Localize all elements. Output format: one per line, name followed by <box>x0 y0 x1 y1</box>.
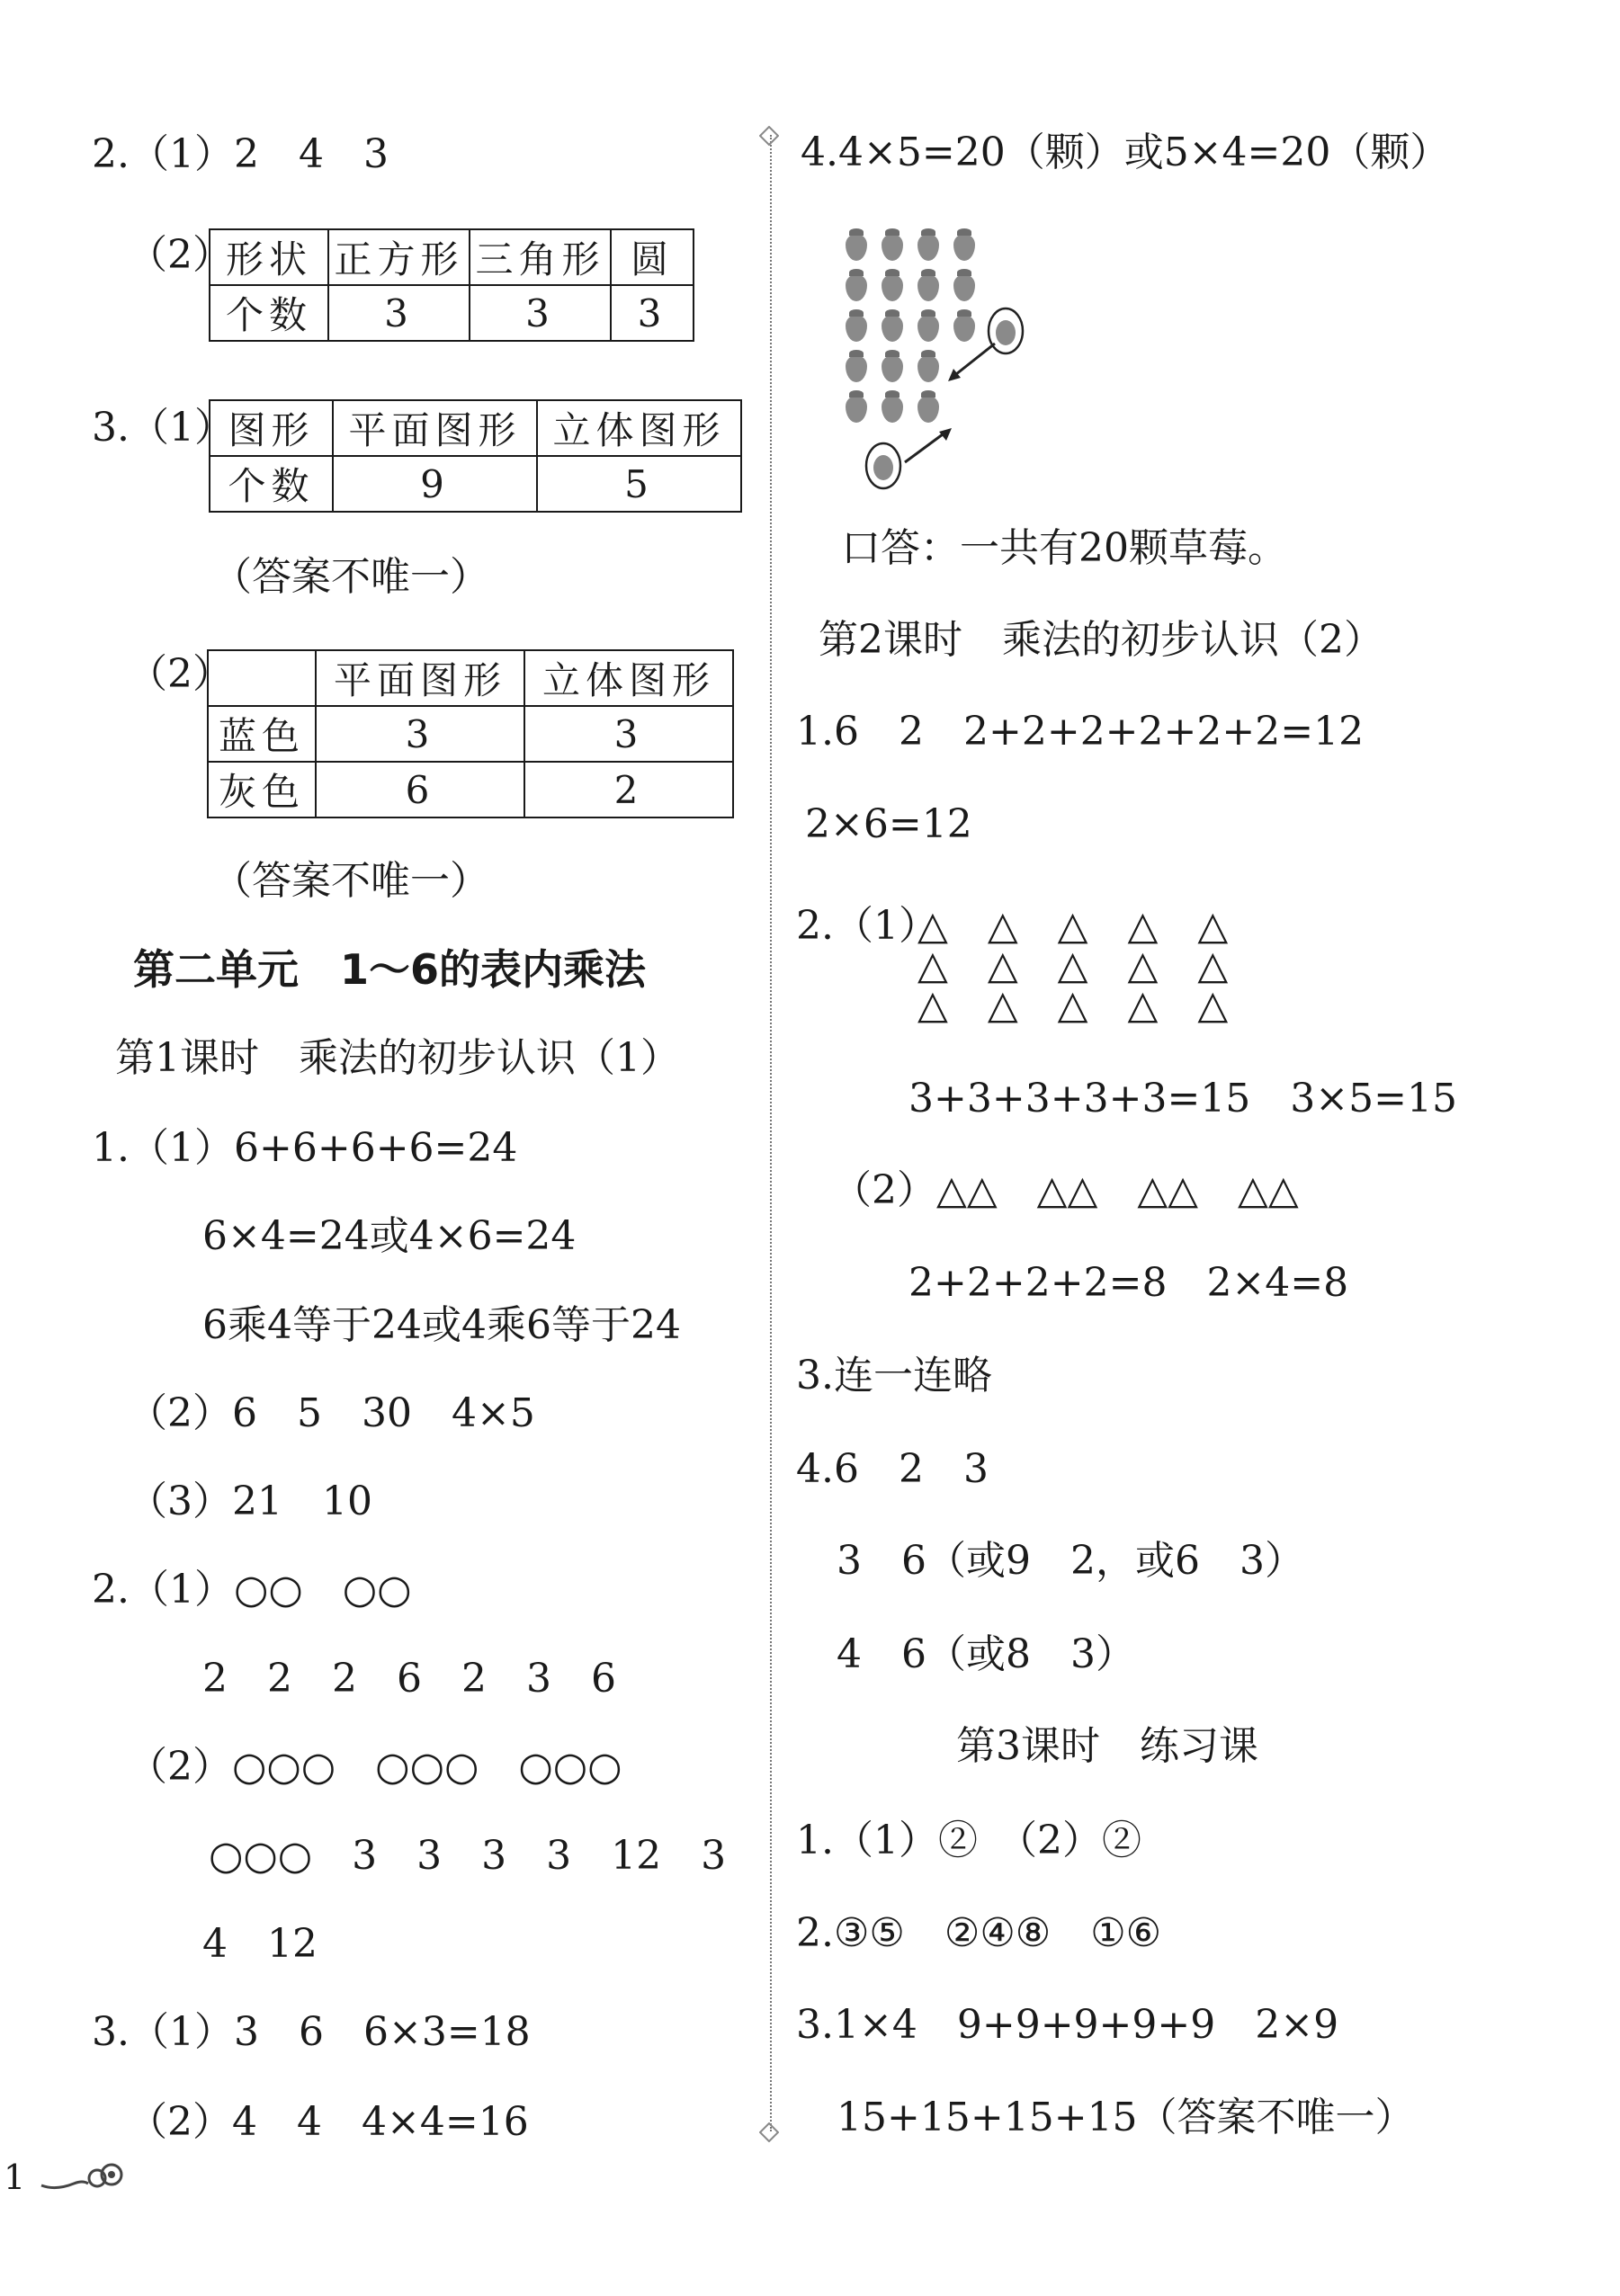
left-q3-1-label: 3.（1） <box>92 405 234 451</box>
shape-count-table <box>209 228 694 342</box>
l2-q2-label: 2.（1） <box>796 903 938 949</box>
l1-q1-1c: 6乘4等于24或4乘6等于24 <box>202 1302 681 1348</box>
r-answer: 口答：一共有20颗草莓。 <box>841 525 1287 571</box>
l3-q2: 2.③⑤ ②④⑧ ①⑥ <box>796 1910 1162 1956</box>
strawberry-icon <box>917 355 939 382</box>
l1-q2-2b: ○○○ 3 3 3 3 12 3 <box>209 1833 727 1879</box>
strawberry-icon <box>882 396 903 423</box>
left-q2-1: 2.（1）2 4 3 <box>92 131 389 177</box>
strawberry-icon <box>882 355 903 382</box>
l2-q3: 3.连一连略 <box>796 1353 992 1398</box>
table-row: 形状 正方形 三角形 圆 <box>210 229 694 285</box>
l1-q3-2: （2）4 4 4×4=16 <box>128 2099 529 2145</box>
table-row: 蓝色 3 3 <box>208 706 733 762</box>
circled-strawberry <box>864 441 903 491</box>
l2-q2-1-eq: 3+3+3+3+3=15 3×5=15 <box>908 1076 1458 1121</box>
l2-q4c: 4 6（或8 3） <box>837 1631 1135 1677</box>
l1-q2-2: （2）○○○ ○○○ ○○○ <box>128 1744 622 1790</box>
l1-q1-1: 1.（1）6+6+6+6=24 <box>92 1125 518 1171</box>
strawberry-icon <box>846 396 867 423</box>
triangle-row-2: △ △ △ △ △ <box>917 943 1229 988</box>
lesson1-title: 第1课时 乘法的初步认识（1） <box>115 1035 680 1081</box>
l3-q3: 3.1×4 9+9+9+9+9 2×9 <box>796 2002 1339 2048</box>
table-row: 图形 平面图形 立体图形 <box>210 400 741 456</box>
strawberry-icon <box>917 274 939 301</box>
arrow-icon <box>944 340 998 385</box>
strawberry-icon <box>917 315 939 342</box>
arrow-icon <box>901 424 955 466</box>
strawberry-icon <box>846 315 867 342</box>
triangle-row-3: △ △ △ △ △ <box>917 982 1229 1028</box>
table-row: 个数 9 5 <box>210 456 741 512</box>
l1-q3-1: 3.（1）3 6 6×3=18 <box>92 2009 531 2055</box>
l3-q3b: 15+15+15+15（答案不唯一） <box>837 2095 1415 2140</box>
l2-q2-2-eq: 2+2+2+2=8 2×4=8 <box>908 1260 1349 1306</box>
l2-q1b: 2×6=12 <box>805 801 972 847</box>
color-figure-table <box>207 649 734 818</box>
strawberry-icon <box>846 274 867 301</box>
l2-q4b: 3 6（或9 2，或6 3） <box>837 1538 1304 1584</box>
table-row: 个数 3 3 3 <box>210 285 694 341</box>
divider-ornament-top <box>759 126 779 146</box>
l1-q2-1b: 2 2 2 6 2 3 6 <box>202 1656 616 1702</box>
l2-q4: 4.6 2 3 <box>796 1446 989 1492</box>
strawberry-icon <box>917 234 939 261</box>
strawberry-icon <box>953 315 975 342</box>
l1-q1-1b: 6×4=24或4×6=24 <box>202 1213 577 1259</box>
page-number: 1 <box>4 2158 26 2197</box>
strawberry-icon <box>846 355 867 382</box>
l2-q2-2: （2）△△ △△ △△ △△ <box>832 1167 1299 1213</box>
l3-q1: 1.（1）② （2）② <box>796 1818 1141 1863</box>
l1-q1-3: （3）21 10 <box>128 1479 372 1524</box>
strawberry-icon <box>882 315 903 342</box>
note-answer-not-unique-2: （答案不唯一） <box>212 858 489 904</box>
table-row: 平面图形 立体图形 <box>208 650 733 706</box>
column-divider <box>770 135 772 2131</box>
l1-q2-1: 2.（1）○○ ○○ <box>92 1567 412 1613</box>
strawberry-icon <box>917 396 939 423</box>
l1-q2-2c: 4 12 <box>202 1921 318 1967</box>
strawberry-illustration <box>837 225 1034 495</box>
left-q3-2-label: （2） <box>128 651 232 697</box>
strawberry-icon <box>882 274 903 301</box>
left-q2-2-label: （2） <box>128 232 232 278</box>
l1-q1-2: （2）6 5 30 4×5 <box>128 1390 535 1436</box>
note-answer-not-unique: （答案不唯一） <box>212 554 489 600</box>
strawberry-icon <box>846 234 867 261</box>
lesson3-title: 第3课时 练习课 <box>956 1723 1258 1769</box>
figure-count-table <box>209 399 742 513</box>
cloud-ornament-icon <box>38 2158 128 2194</box>
strawberry-icon <box>882 234 903 261</box>
r-q4: 4.4×5=20（颗）或5×4=20（颗） <box>801 130 1450 175</box>
l2-q1: 1.6 2 2+2+2+2+2+2=12 <box>796 709 1365 755</box>
table-row: 灰色 6 2 <box>208 762 733 817</box>
unit-title: 第二单元 1～6的表内乘法 <box>133 945 647 994</box>
strawberry-icon <box>953 274 975 301</box>
lesson2-title: 第2课时 乘法的初步认识（2） <box>819 617 1383 663</box>
strawberry-icon <box>953 234 975 261</box>
triangle-row-1: △ △ △ △ △ <box>917 903 1229 949</box>
divider-ornament-bottom <box>759 2122 779 2142</box>
